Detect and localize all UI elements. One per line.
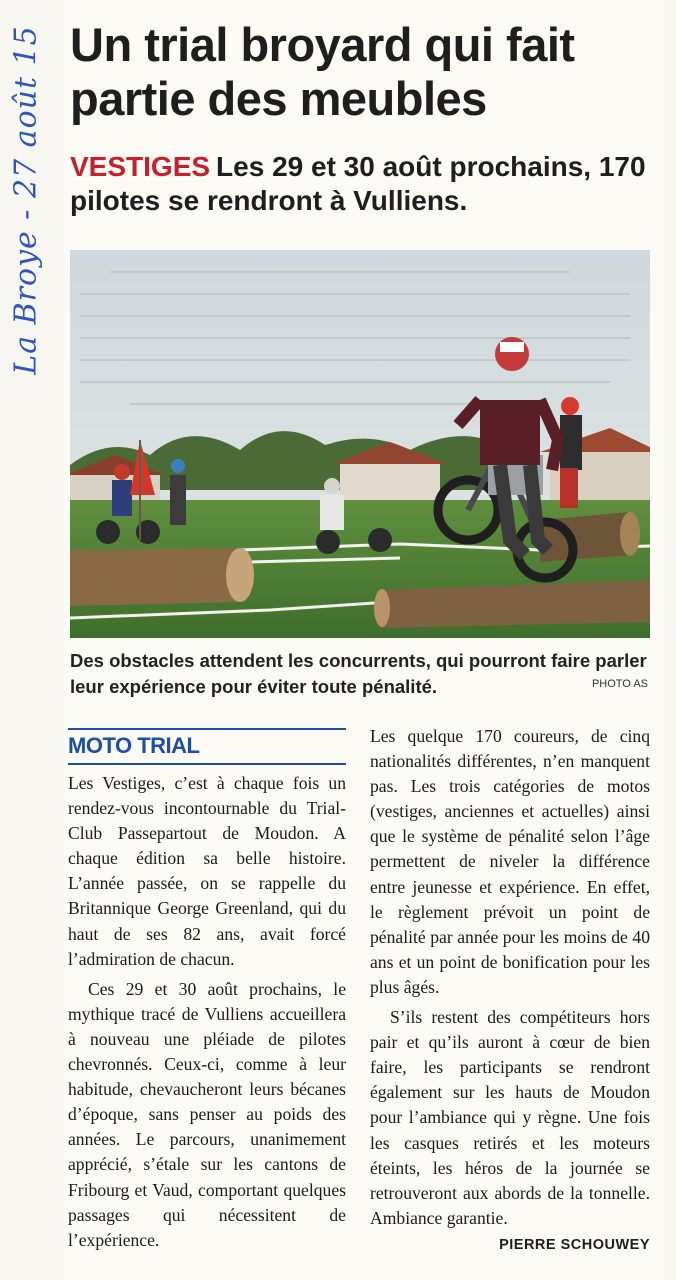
handwritten-annotation <box>6 25 46 380</box>
rubric-rule-top <box>68 728 346 730</box>
article-column-right <box>370 724 650 1231</box>
article-headline: Un trial broyard qui fait partie des meubles <box>70 18 575 125</box>
article-photo <box>70 250 650 638</box>
paragraph: Ces 29 et 30 août prochains, le mythique tracé de Vulliens accueillera à nouveau une pléiade de pilotes chevronnés. Ceux-ci, comme à leur habitude, chevaucheront leurs bécanes d’époque, sans penser au poids des années. Le parcours, unanimement apprécié, s’étale sur les cantons de Fribourg et Vaud, comportant quelques passages qui nécessitent de l’expérience. <box>68 978 346 1250</box>
paragraph: Les quelque 170 coureurs, de cinq nationalités différentes, n’en manquent pas. Les trois catégories de motos (vestiges, anciennes et actuelles) ainsi que le système de pénalité selon l’âge permettent de niveler la différence entre jeunesse et expérience. En effet, le règlement prévoit un point de pénalité par année pour les moins de 40 ans et un point de bonification pour les plus âgés. <box>370 726 650 997</box>
section-rubric: MOTO TRIAL <box>68 733 200 758</box>
photo-credit: PHOTO AS <box>591 678 648 690</box>
article-author: PIERRE SCHOUWEY <box>499 1237 650 1253</box>
subhead-text: Les 29 et 30 août prochains, 170 pilotes se rendront à Vulliens. <box>70 151 646 216</box>
handwritten-date: La Broye - 27 août 15 <box>8 25 44 375</box>
paragraph: S’ils restent des compétiteurs hors pair et qu’ils auront à cœur de bien faire, les participants se rendront également sur les hauts de Moudon pour l’ambiance qui y règne. Une fois les casques retirés et les moteurs éteints, les héros de la journée se retrouveront aux abords de la tonnelle. Ambiance garantie. <box>370 1007 650 1228</box>
paragraph: Les Vestiges, c’est à chaque fois un rendez-vous incontournable du Trial-Club Passepartout de Moudon. A chaque édition sa belle histoire. L’année passée, on se rappelle du Britannique George Greenland, qui du haut de ses 82 ans, avait forcé l’admiration de chacun. <box>68 773 346 969</box>
subhead-kicker: VESTIGES <box>70 151 211 182</box>
article-column-left <box>68 771 346 1253</box>
rubric-rule-bottom <box>68 763 346 765</box>
photo-trial-riders <box>70 250 650 638</box>
photo-caption: Des obstacles attendent les concurrents, qui pourront faire parler leur expérience pour éviter toute pénalité. <box>70 650 647 697</box>
article-subhead <box>70 150 650 218</box>
